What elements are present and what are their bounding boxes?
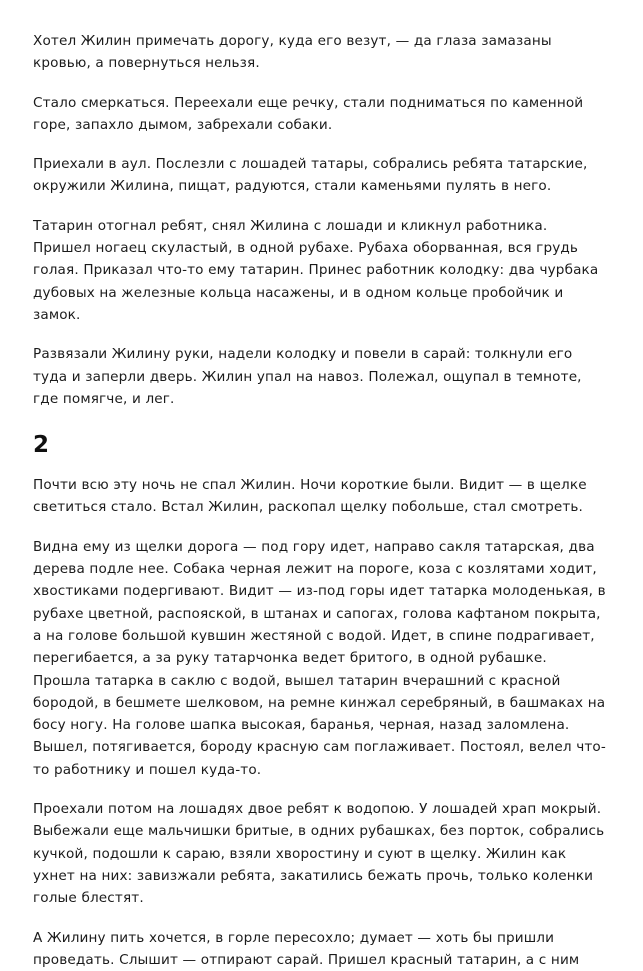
document-body: [33, 30, 608, 971]
paragraph: Проехали потом на лошадях двое ребят к водопою. У лошадей храп мокрый. Выбежали еще мальчишки бритые, в одних рубашках, без порток, собрались кучкой, подошли к сараю, взяли хворостину и суют в щелку. Жилин как ухнет на них: завизжали ребята, закатились бежать прочь, только коленки голые блестят.: [33, 798, 608, 909]
paragraph: Приехали в аул. Послезли с лошадей татары, собрались ребята татарские, окружили Жилина, пищат, радуются, стали каменьями пулять в него.: [33, 153, 608, 198]
paragraph: Видна ему из щелки дорога — под гору идет, направо сакля татарская, два дерева подле нее. Собака черная лежит на пороге, коза с козлятами ходит, хвостиками подергивают. Видит — из-под горы идет татарка молоденькая, в рубахе цветной, распояской, в штанах и сапогах, голова кафтаном покрыта, а на голове большой кувшин жестяной с водой. Идет, в спине подрагивает, перегибается, а за руку татарчонка ведет бритого, в одной рубашке. Прошла татарка в саклю с водой, вышел татарин вчерашний с красной бородой, в бешмете шелковом, на ремне кинжал серебряный, в башмаках на босу ногу. На голове шапка высокая, баранья, черная, назад заломлена. Вышел, потягивается, бороду красную сам поглаживает. Постоял, велел что-то работнику и пошел куда-то.: [33, 536, 608, 781]
paragraph: Хотел Жилин примечать дорогу, куда его везут, — да глаза замазаны кровью, а повернуться нельзя.: [33, 30, 608, 75]
paragraph: А Жилину пить хочется, в горле пересохло; думает — хоть бы пришли проведать. Слышит — отпирают сарай. Пришел красный татарин, а с ним: [33, 927, 608, 971]
chapter-heading: 2: [33, 432, 608, 458]
paragraph: Почти всю эту ночь не спал Жилин. Ночи короткие были. Видит — в щелке светиться стало. Встал Жилин, раскопал щелку побольше, стал смотреть.: [33, 474, 608, 519]
paragraph: Стало смеркаться. Переехали еще речку, стали подниматься по каменной горе, запахло дымом, забрехали собаки.: [33, 92, 608, 137]
paragraph: Развязали Жилину руки, надели колодку и повели в сарай: толкнули его туда и заперли дверь. Жилин упал на навоз. Полежал, ощупал в темноте, где помягче, и лег.: [33, 343, 608, 410]
paragraph: Татарин отогнал ребят, снял Жилина с лошади и кликнул работника. Пришел ногаец скуластый, в одной рубахе. Рубаха оборванная, вся грудь голая. Приказал что-то ему татарин. Принес работник колодку: два чурбака дубовых на железные кольца насажены, и в одном кольце пробойчик и замок.: [33, 215, 608, 326]
